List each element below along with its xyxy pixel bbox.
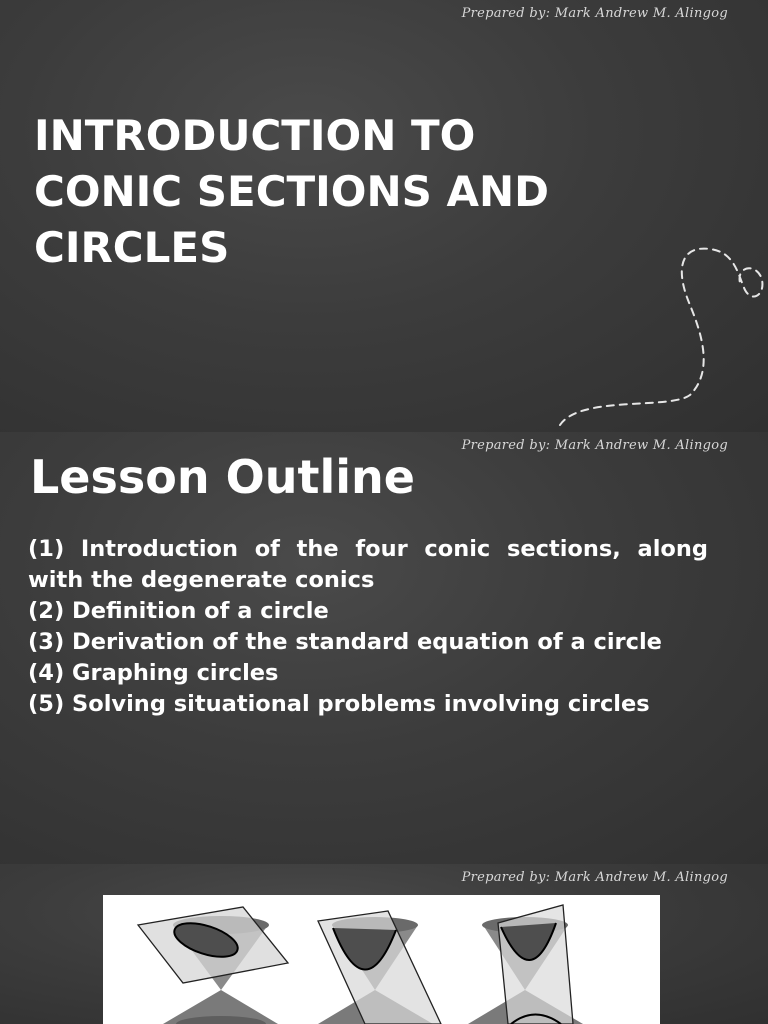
outline-item: (4) Graphing circles: [28, 660, 279, 686]
cone-ellipse-icon: [138, 907, 288, 1024]
title-line: CONIC SECTIONS AND: [34, 167, 550, 216]
conic-figures-illustration: [103, 895, 660, 1024]
title-line: INTRODUCTION TO: [34, 111, 476, 160]
outline-item: (1) Introduction of the four conic sections, along with the degenerate conics: [28, 536, 708, 593]
author-credit: Prepared by: Mark Andrew M. Alingog: [461, 438, 728, 453]
cone-hyperbola-icon: [468, 905, 583, 1024]
slide-lesson-outline: [0, 432, 768, 864]
outline-item: (2) Definition of a circle: [28, 598, 329, 624]
outline-item: (5) Solving situational problems involving circles: [28, 691, 650, 717]
slide-conics-figure: [0, 864, 768, 1024]
conic-sections-figure: [103, 895, 660, 1024]
slide-title: [0, 0, 768, 432]
author-credit: Prepared by: Mark Andrew M. Alingog: [461, 6, 728, 21]
cone-parabola-icon: [318, 911, 441, 1024]
outline-item: (3) Derivation of the standard equation of a circle: [28, 629, 662, 655]
outline-heading: Lesson Outline: [30, 450, 415, 504]
dashed-swirl-decoration: [540, 235, 768, 432]
author-credit: Prepared by: Mark Andrew M. Alingog: [461, 870, 728, 885]
title-line: CIRCLES: [34, 223, 230, 272]
outline-list: [28, 534, 708, 720]
